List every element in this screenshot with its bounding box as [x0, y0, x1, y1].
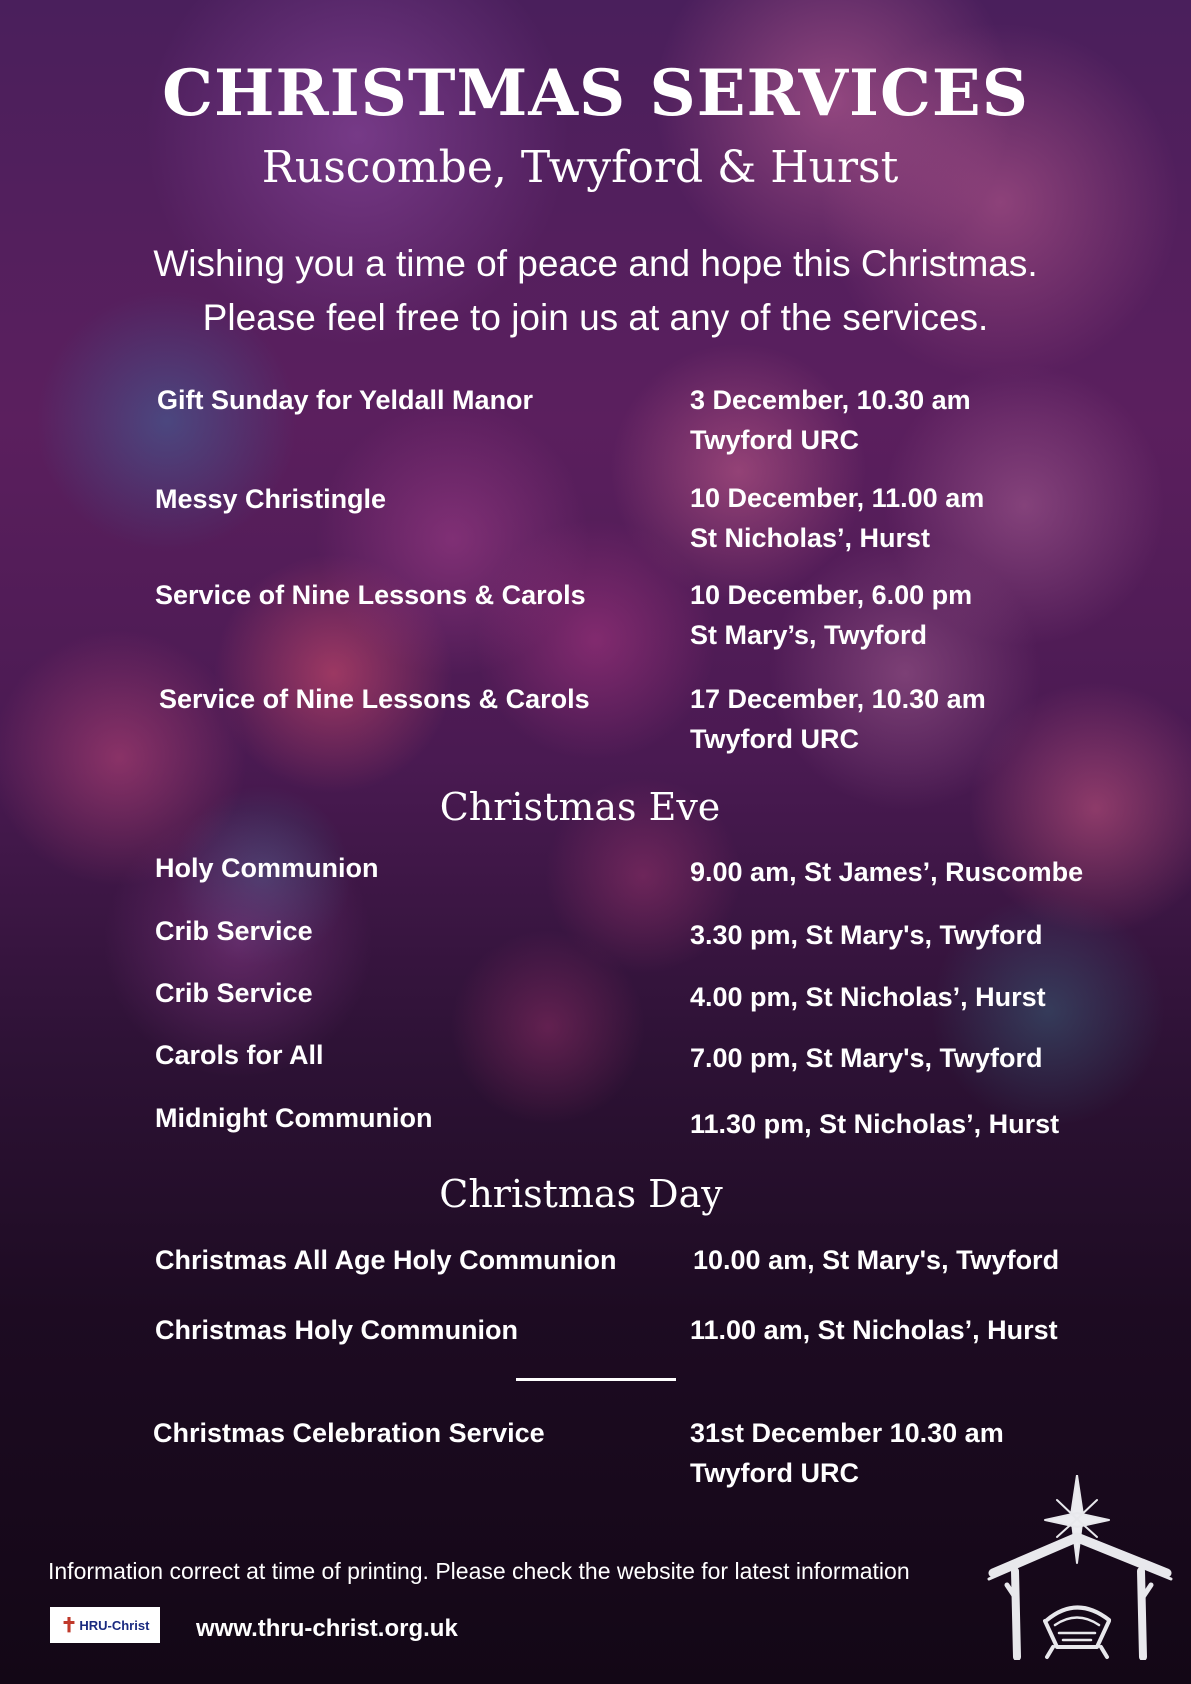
- service-details: [690, 478, 984, 558]
- service-venue: Twyford URC: [690, 425, 859, 455]
- cross-icon: ✝: [60, 1614, 78, 1637]
- thru-christ-logo: [50, 1607, 160, 1643]
- service-name: Christmas Holy Communion: [155, 1315, 519, 1345]
- service-details: [690, 1413, 1004, 1493]
- christmas-eve-heading: Christmas Eve: [439, 785, 721, 829]
- logo-text: HRU-Christ: [79, 1617, 150, 1633]
- poster-subtitle: Ruscombe, Twyford & Hurst: [261, 142, 899, 193]
- christmas-day-heading: Christmas Day: [439, 1172, 723, 1216]
- service-time: 10.00 am, St Mary's, Twyford: [693, 1245, 1060, 1275]
- greeting-line-2: Please feel free to join us at any of the services.: [202, 297, 989, 338]
- service-details: [690, 575, 972, 655]
- service-date: 3 December, 10.30 am: [690, 385, 971, 415]
- section-divider: [516, 1378, 676, 1381]
- service-name: Carols for All: [155, 1040, 324, 1070]
- service-date: 31st December 10.30 am: [690, 1418, 1004, 1448]
- service-name: Messy Christingle: [155, 484, 387, 514]
- service-name: Gift Sunday for Yeldall Manor: [157, 385, 534, 415]
- service-venue: St Mary’s, Twyford: [690, 620, 928, 650]
- service-time: 11.30 pm, St Nicholas’, Hurst: [690, 1109, 1060, 1139]
- service-details: [690, 679, 986, 759]
- service-name: Crib Service: [155, 978, 313, 1008]
- poster-title: CHRISTMAS SERVICES: [162, 56, 1029, 131]
- service-date: 17 December, 10.30 am: [690, 684, 986, 714]
- service-name: Holy Communion: [155, 853, 379, 883]
- service-time: 4.00 pm, St Nicholas’, Hurst: [690, 982, 1046, 1012]
- nativity-stable-icon: [985, 1475, 1175, 1660]
- service-name: Crib Service: [155, 916, 313, 946]
- service-details: [690, 380, 971, 460]
- service-time: 7.00 pm, St Mary's, Twyford: [690, 1043, 1043, 1073]
- footer-note: Information correct at time of printing. Please check the website for latest information: [48, 1558, 910, 1584]
- website-link[interactable]: www.thru-christ.org.uk: [196, 1615, 458, 1642]
- service-time: 11.00 am, St Nicholas’, Hurst: [690, 1315, 1058, 1345]
- service-time: 3.30 pm, St Mary's, Twyford: [690, 920, 1043, 950]
- service-name: Service of Nine Lessons & Carols: [155, 580, 586, 610]
- service-time: 9.00 am, St James’, Ruscombe: [690, 857, 1084, 887]
- service-name: Christmas Celebration Service: [153, 1418, 545, 1448]
- service-name: Midnight Communion: [155, 1103, 433, 1133]
- service-venue: Twyford URC: [690, 1458, 859, 1488]
- service-date: 10 December, 6.00 pm: [690, 580, 973, 610]
- service-name: Service of Nine Lessons & Carols: [159, 684, 590, 714]
- service-venue: Twyford URC: [690, 724, 859, 754]
- service-date: 10 December, 11.00 am: [690, 483, 985, 513]
- greeting-line-1: Wishing you a time of peace and hope this Christmas.: [153, 243, 1038, 284]
- service-venue: St Nicholas’, Hurst: [690, 523, 931, 553]
- service-name: Christmas All Age Holy Communion: [155, 1245, 617, 1275]
